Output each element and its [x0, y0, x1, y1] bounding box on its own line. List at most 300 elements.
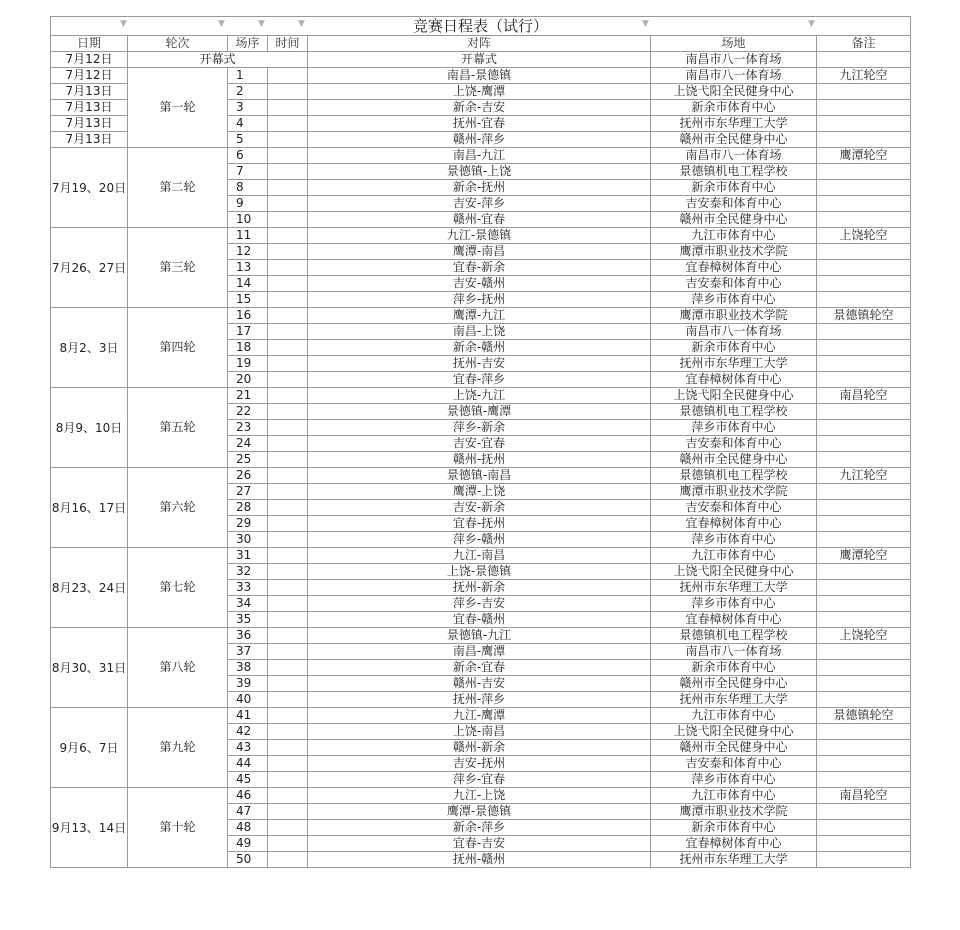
- time-cell[interactable]: [268, 324, 308, 340]
- venue-cell[interactable]: 上饶弋阳全民健身中心: [651, 388, 817, 404]
- match-no-cell[interactable]: 6: [228, 148, 268, 164]
- remark-cell[interactable]: [817, 676, 911, 692]
- match-no-cell[interactable]: 21: [228, 388, 268, 404]
- matchup-cell[interactable]: 宜春-萍乡: [308, 372, 651, 388]
- remark-cell[interactable]: [817, 276, 911, 292]
- opening-remark[interactable]: [817, 52, 911, 68]
- match-no-cell[interactable]: 47: [228, 804, 268, 820]
- match-no-cell[interactable]: 24: [228, 436, 268, 452]
- venue-cell[interactable]: 萍乡市体育中心: [651, 772, 817, 788]
- round-cell[interactable]: 第四轮: [128, 308, 228, 388]
- remark-cell[interactable]: 上饶轮空: [817, 228, 911, 244]
- time-cell[interactable]: [268, 100, 308, 116]
- venue-cell[interactable]: 景德镇机电工程学校: [651, 164, 817, 180]
- venue-cell[interactable]: 南昌市八一体育场: [651, 324, 817, 340]
- matchup-cell[interactable]: 萍乡-赣州: [308, 532, 651, 548]
- venue-cell[interactable]: 鹰潭市职业技术学院: [651, 804, 817, 820]
- match-no-cell[interactable]: 48: [228, 820, 268, 836]
- time-cell[interactable]: [268, 836, 308, 852]
- remark-cell[interactable]: [817, 660, 911, 676]
- time-cell[interactable]: [268, 820, 308, 836]
- match-no-cell[interactable]: 20: [228, 372, 268, 388]
- matchup-cell[interactable]: 赣州-宜春: [308, 212, 651, 228]
- matchup-cell[interactable]: 上饶-鹰潭: [308, 84, 651, 100]
- time-cell[interactable]: [268, 260, 308, 276]
- time-cell[interactable]: [268, 692, 308, 708]
- round-cell[interactable]: 第八轮: [128, 628, 228, 708]
- remark-cell[interactable]: [817, 692, 911, 708]
- round-cell[interactable]: 第九轮: [128, 708, 228, 788]
- match-no-cell[interactable]: 10: [228, 212, 268, 228]
- filter-arrow-icon[interactable]: ▼: [120, 19, 127, 29]
- remark-cell[interactable]: [817, 196, 911, 212]
- time-cell[interactable]: [268, 564, 308, 580]
- time-cell[interactable]: [268, 772, 308, 788]
- date-cell[interactable]: 9月13、14日: [51, 788, 128, 868]
- round-cell[interactable]: 第六轮: [128, 468, 228, 548]
- match-no-cell[interactable]: 22: [228, 404, 268, 420]
- time-cell[interactable]: [268, 644, 308, 660]
- venue-cell[interactable]: 鹰潭市职业技术学院: [651, 308, 817, 324]
- matchup-cell[interactable]: 鹰潭-九江: [308, 308, 651, 324]
- match-no-cell[interactable]: 8: [228, 180, 268, 196]
- venue-cell[interactable]: 萍乡市体育中心: [651, 596, 817, 612]
- time-cell[interactable]: [268, 228, 308, 244]
- header-match-no[interactable]: 场序: [228, 36, 268, 52]
- remark-cell[interactable]: [817, 116, 911, 132]
- time-cell[interactable]: [268, 276, 308, 292]
- table-row: [51, 468, 911, 484]
- matchup-cell[interactable]: 萍乡-抚州: [308, 292, 651, 308]
- remark-cell[interactable]: [817, 132, 911, 148]
- matchup-cell[interactable]: 赣州-吉安: [308, 676, 651, 692]
- round-cell[interactable]: 第五轮: [128, 388, 228, 468]
- venue-cell[interactable]: 景德镇机电工程学校: [651, 404, 817, 420]
- match-no-cell[interactable]: 7: [228, 164, 268, 180]
- match-no-cell[interactable]: 31: [228, 548, 268, 564]
- venue-cell[interactable]: 上饶弋阳全民健身中心: [651, 84, 817, 100]
- opening-date[interactable]: 7月12日: [51, 52, 128, 68]
- date-cell[interactable]: 7月19、20日: [51, 148, 128, 228]
- matchup-cell[interactable]: 吉安-新余: [308, 500, 651, 516]
- remark-cell[interactable]: 鹰潭轮空: [817, 548, 911, 564]
- matchup-cell[interactable]: 抚州-新余: [308, 580, 651, 596]
- date-cell[interactable]: 8月23、24日: [51, 548, 128, 628]
- matchup-cell[interactable]: 鹰潭-南昌: [308, 244, 651, 260]
- date-cell[interactable]: 7月26、27日: [51, 228, 128, 308]
- header-venue[interactable]: 场地: [651, 36, 817, 52]
- match-no-cell[interactable]: 9: [228, 196, 268, 212]
- venue-cell[interactable]: 宜春樟树体育中心: [651, 260, 817, 276]
- time-cell[interactable]: [268, 180, 308, 196]
- remark-cell[interactable]: [817, 292, 911, 308]
- round-cell[interactable]: 第一轮: [128, 68, 228, 148]
- match-no-cell[interactable]: 18: [228, 340, 268, 356]
- venue-cell[interactable]: 抚州市东华理工大学: [651, 580, 817, 596]
- matchup-cell[interactable]: 南昌-上饶: [308, 324, 651, 340]
- match-no-cell[interactable]: 19: [228, 356, 268, 372]
- match-no-cell[interactable]: 49: [228, 836, 268, 852]
- remark-cell[interactable]: [817, 484, 911, 500]
- matchup-cell[interactable]: 新余-抚州: [308, 180, 651, 196]
- match-no-cell[interactable]: 50: [228, 852, 268, 868]
- time-cell[interactable]: [268, 388, 308, 404]
- time-cell[interactable]: [268, 660, 308, 676]
- remark-cell[interactable]: [817, 836, 911, 852]
- match-no-cell[interactable]: 42: [228, 724, 268, 740]
- venue-cell[interactable]: 鹰潭市职业技术学院: [651, 244, 817, 260]
- table-row: [51, 68, 911, 84]
- remark-cell[interactable]: [817, 244, 911, 260]
- venue-cell[interactable]: 抚州市东华理工大学: [651, 692, 817, 708]
- venue-cell[interactable]: 南昌市八一体育场: [651, 644, 817, 660]
- opening-matchup[interactable]: 开幕式: [308, 52, 651, 68]
- match-no-cell[interactable]: 36: [228, 628, 268, 644]
- venue-cell[interactable]: 赣州市全民健身中心: [651, 212, 817, 228]
- time-cell[interactable]: [268, 420, 308, 436]
- time-cell[interactable]: [268, 500, 308, 516]
- match-no-cell[interactable]: 44: [228, 756, 268, 772]
- venue-cell[interactable]: 吉安泰和体育中心: [651, 196, 817, 212]
- time-cell[interactable]: [268, 740, 308, 756]
- venue-cell[interactable]: 上饶弋阳全民健身中心: [651, 564, 817, 580]
- matchup-cell[interactable]: 九江-南昌: [308, 548, 651, 564]
- remark-cell[interactable]: 景德镇轮空: [817, 708, 911, 724]
- schedule-title: 竞赛日程表（试行）: [51, 17, 911, 36]
- filter-arrow-icon[interactable]: ▼: [298, 19, 305, 29]
- venue-cell[interactable]: 上饶弋阳全民健身中心: [651, 724, 817, 740]
- match-no-cell[interactable]: 32: [228, 564, 268, 580]
- match-no-cell[interactable]: 1: [228, 68, 268, 84]
- match-no-cell[interactable]: 27: [228, 484, 268, 500]
- remark-cell[interactable]: 景德镇轮空: [817, 308, 911, 324]
- matchup-cell[interactable]: 上饶-南昌: [308, 724, 651, 740]
- time-cell[interactable]: [268, 756, 308, 772]
- remark-cell[interactable]: [817, 324, 911, 340]
- remark-cell[interactable]: [817, 452, 911, 468]
- time-cell[interactable]: [268, 132, 308, 148]
- venue-cell[interactable]: 景德镇机电工程学校: [651, 628, 817, 644]
- time-cell[interactable]: [268, 628, 308, 644]
- venue-cell[interactable]: 新余市体育中心: [651, 660, 817, 676]
- matchup-cell[interactable]: 新余-赣州: [308, 340, 651, 356]
- venue-cell[interactable]: 抚州市东华理工大学: [651, 356, 817, 372]
- match-no-cell[interactable]: 5: [228, 132, 268, 148]
- matchup-cell[interactable]: 抚州-萍乡: [308, 692, 651, 708]
- matchup-cell[interactable]: 九江-景德镇: [308, 228, 651, 244]
- venue-cell[interactable]: 景德镇机电工程学校: [651, 468, 817, 484]
- time-cell[interactable]: [268, 596, 308, 612]
- match-no-cell[interactable]: 4: [228, 116, 268, 132]
- remark-cell[interactable]: [817, 580, 911, 596]
- opening-venue[interactable]: 南昌市八一体育场: [651, 52, 817, 68]
- time-cell[interactable]: [268, 244, 308, 260]
- time-cell[interactable]: [268, 116, 308, 132]
- matchup-cell[interactable]: 宜春-抚州: [308, 516, 651, 532]
- remark-cell[interactable]: 上饶轮空: [817, 628, 911, 644]
- remark-cell[interactable]: [817, 852, 911, 868]
- filter-arrow-icon[interactable]: ▼: [218, 19, 225, 29]
- date-cell[interactable]: 7月13日: [51, 84, 128, 100]
- venue-cell[interactable]: 宜春樟树体育中心: [651, 612, 817, 628]
- venue-cell[interactable]: 抚州市东华理工大学: [651, 852, 817, 868]
- table-row: [51, 788, 911, 804]
- time-cell[interactable]: [268, 340, 308, 356]
- remark-cell[interactable]: 九江轮空: [817, 68, 911, 84]
- remark-cell[interactable]: [817, 372, 911, 388]
- venue-cell[interactable]: 新余市体育中心: [651, 100, 817, 116]
- filter-arrow-icon[interactable]: ▼: [258, 19, 265, 29]
- matchup-cell[interactable]: 宜春-吉安: [308, 836, 651, 852]
- remark-cell[interactable]: [817, 516, 911, 532]
- date-cell[interactable]: 7月13日: [51, 132, 128, 148]
- match-no-cell[interactable]: 40: [228, 692, 268, 708]
- header-round[interactable]: 轮次: [128, 36, 228, 52]
- filter-arrow-icon[interactable]: ▼: [642, 19, 649, 29]
- time-cell[interactable]: [268, 516, 308, 532]
- matchup-cell[interactable]: 新余-宜春: [308, 660, 651, 676]
- venue-cell[interactable]: 赣州市全民健身中心: [651, 132, 817, 148]
- venue-cell[interactable]: 宜春樟树体育中心: [651, 836, 817, 852]
- match-no-cell[interactable]: 28: [228, 500, 268, 516]
- venue-cell[interactable]: 宜春樟树体育中心: [651, 516, 817, 532]
- matchup-cell[interactable]: 南昌-鹰潭: [308, 644, 651, 660]
- remark-cell[interactable]: [817, 180, 911, 196]
- round-cell[interactable]: 第十轮: [128, 788, 228, 868]
- time-cell[interactable]: [268, 580, 308, 596]
- opening-label[interactable]: 开幕式: [128, 52, 308, 68]
- matchup-cell[interactable]: 景德镇-上饶: [308, 164, 651, 180]
- remark-cell[interactable]: [817, 420, 911, 436]
- match-no-cell[interactable]: 11: [228, 228, 268, 244]
- match-no-cell[interactable]: 39: [228, 676, 268, 692]
- time-cell[interactable]: [268, 788, 308, 804]
- time-cell[interactable]: [268, 212, 308, 228]
- header-matchup[interactable]: 对阵: [308, 36, 651, 52]
- match-no-cell[interactable]: 16: [228, 308, 268, 324]
- matchup-cell[interactable]: 萍乡-宜春: [308, 772, 651, 788]
- matchup-cell[interactable]: 吉安-赣州: [308, 276, 651, 292]
- venue-cell[interactable]: 南昌市八一体育场: [651, 148, 817, 164]
- matchup-cell[interactable]: 景德镇-南昌: [308, 468, 651, 484]
- opening-row: [51, 52, 911, 68]
- match-no-cell[interactable]: 45: [228, 772, 268, 788]
- matchup-cell[interactable]: 上饶-九江: [308, 388, 651, 404]
- matchup-cell[interactable]: 九江-鹰潭: [308, 708, 651, 724]
- match-no-cell[interactable]: 41: [228, 708, 268, 724]
- time-cell[interactable]: [268, 676, 308, 692]
- remark-cell[interactable]: [817, 436, 911, 452]
- matchup-cell[interactable]: 南昌-九江: [308, 148, 651, 164]
- venue-cell[interactable]: 鹰潭市职业技术学院: [651, 484, 817, 500]
- matchup-cell[interactable]: 吉安-抚州: [308, 756, 651, 772]
- venue-cell[interactable]: 萍乡市体育中心: [651, 292, 817, 308]
- time-cell[interactable]: [268, 612, 308, 628]
- round-cell[interactable]: 第二轮: [128, 148, 228, 228]
- filter-arrow-icon[interactable]: ▼: [808, 19, 815, 29]
- time-cell[interactable]: [268, 308, 308, 324]
- matchup-cell[interactable]: 鹰潭-上饶: [308, 484, 651, 500]
- match-no-cell[interactable]: 33: [228, 580, 268, 596]
- time-cell[interactable]: [268, 548, 308, 564]
- match-no-cell[interactable]: 23: [228, 420, 268, 436]
- time-cell[interactable]: [268, 356, 308, 372]
- venue-cell[interactable]: 吉安泰和体育中心: [651, 756, 817, 772]
- match-no-cell[interactable]: 2: [228, 84, 268, 100]
- remark-cell[interactable]: [817, 612, 911, 628]
- match-no-cell[interactable]: 34: [228, 596, 268, 612]
- matchup-cell[interactable]: 宜春-新余: [308, 260, 651, 276]
- date-cell[interactable]: 7月12日: [51, 68, 128, 84]
- remark-cell[interactable]: [817, 820, 911, 836]
- remark-cell[interactable]: [817, 644, 911, 660]
- remark-cell[interactable]: [817, 164, 911, 180]
- remark-cell[interactable]: [817, 772, 911, 788]
- time-cell[interactable]: [268, 452, 308, 468]
- time-cell[interactable]: [268, 196, 308, 212]
- venue-cell[interactable]: 赣州市全民健身中心: [651, 452, 817, 468]
- time-cell[interactable]: [268, 164, 308, 180]
- time-cell[interactable]: [268, 372, 308, 388]
- remark-cell[interactable]: [817, 260, 911, 276]
- venue-cell[interactable]: 宜春樟树体育中心: [651, 372, 817, 388]
- match-no-cell[interactable]: 38: [228, 660, 268, 676]
- match-no-cell[interactable]: 15: [228, 292, 268, 308]
- date-cell[interactable]: 8月30、31日: [51, 628, 128, 708]
- venue-cell[interactable]: 萍乡市体育中心: [651, 420, 817, 436]
- schedule-sheet: [50, 16, 910, 868]
- venue-cell[interactable]: 吉安泰和体育中心: [651, 436, 817, 452]
- remark-cell[interactable]: [817, 500, 911, 516]
- matchup-cell[interactable]: 赣州-萍乡: [308, 132, 651, 148]
- time-cell[interactable]: [268, 852, 308, 868]
- remark-cell[interactable]: [817, 356, 911, 372]
- remark-cell[interactable]: [817, 84, 911, 100]
- remark-cell[interactable]: [817, 564, 911, 580]
- date-cell[interactable]: 8月2、3日: [51, 308, 128, 388]
- time-cell[interactable]: [268, 84, 308, 100]
- remark-cell[interactable]: [817, 100, 911, 116]
- matchup-cell[interactable]: 萍乡-吉安: [308, 596, 651, 612]
- round-cell[interactable]: 第三轮: [128, 228, 228, 308]
- matchup-cell[interactable]: 抚州-吉安: [308, 356, 651, 372]
- remark-cell[interactable]: [817, 212, 911, 228]
- match-no-cell[interactable]: 17: [228, 324, 268, 340]
- venue-cell[interactable]: 赣州市全民健身中心: [651, 676, 817, 692]
- match-no-cell[interactable]: 43: [228, 740, 268, 756]
- matchup-cell[interactable]: 吉安-宜春: [308, 436, 651, 452]
- match-no-cell[interactable]: 29: [228, 516, 268, 532]
- remark-cell[interactable]: 南昌轮空: [817, 388, 911, 404]
- matchup-cell[interactable]: 新余-萍乡: [308, 820, 651, 836]
- venue-cell[interactable]: 九江市体育中心: [651, 548, 817, 564]
- venue-cell[interactable]: 九江市体育中心: [651, 788, 817, 804]
- venue-cell[interactable]: 赣州市全民健身中心: [651, 740, 817, 756]
- match-no-cell[interactable]: 46: [228, 788, 268, 804]
- remark-cell[interactable]: 鹰潭轮空: [817, 148, 911, 164]
- remark-cell[interactable]: [817, 340, 911, 356]
- remark-cell[interactable]: [817, 756, 911, 772]
- date-cell[interactable]: 7月13日: [51, 116, 128, 132]
- time-cell[interactable]: [268, 468, 308, 484]
- match-no-cell[interactable]: 12: [228, 244, 268, 260]
- time-cell[interactable]: [268, 148, 308, 164]
- matchup-cell[interactable]: 新余-吉安: [308, 100, 651, 116]
- time-cell[interactable]: [268, 292, 308, 308]
- date-cell[interactable]: 7月13日: [51, 100, 128, 116]
- date-cell[interactable]: 8月16、17日: [51, 468, 128, 548]
- match-no-cell[interactable]: 25: [228, 452, 268, 468]
- time-cell[interactable]: [268, 68, 308, 84]
- time-cell[interactable]: [268, 532, 308, 548]
- venue-cell[interactable]: 新余市体育中心: [651, 180, 817, 196]
- matchup-cell[interactable]: 鹰潭-景德镇: [308, 804, 651, 820]
- time-cell[interactable]: [268, 404, 308, 420]
- matchup-cell[interactable]: 抚州-宜春: [308, 116, 651, 132]
- header-row: [51, 36, 911, 52]
- match-no-cell[interactable]: 3: [228, 100, 268, 116]
- matchup-cell[interactable]: 萍乡-新余: [308, 420, 651, 436]
- remark-cell[interactable]: [817, 532, 911, 548]
- header-remark[interactable]: 备注: [817, 36, 911, 52]
- header-time[interactable]: 时间: [268, 36, 308, 52]
- match-no-cell[interactable]: 13: [228, 260, 268, 276]
- table-row: [51, 548, 911, 564]
- remark-cell[interactable]: 南昌轮空: [817, 788, 911, 804]
- matchup-cell[interactable]: 宜春-赣州: [308, 612, 651, 628]
- match-no-cell[interactable]: 26: [228, 468, 268, 484]
- matchup-cell[interactable]: 赣州-抚州: [308, 452, 651, 468]
- venue-cell[interactable]: 吉安泰和体育中心: [651, 500, 817, 516]
- match-no-cell[interactable]: 30: [228, 532, 268, 548]
- matchup-cell[interactable]: 景德镇-九江: [308, 628, 651, 644]
- matchup-cell[interactable]: 南昌-景德镇: [308, 68, 651, 84]
- match-no-cell[interactable]: 35: [228, 612, 268, 628]
- remark-cell[interactable]: [817, 740, 911, 756]
- match-no-cell[interactable]: 14: [228, 276, 268, 292]
- remark-cell[interactable]: 九江轮空: [817, 468, 911, 484]
- remark-cell[interactable]: [817, 404, 911, 420]
- matchup-cell[interactable]: 九江-上饶: [308, 788, 651, 804]
- matchup-cell[interactable]: 吉安-萍乡: [308, 196, 651, 212]
- time-cell[interactable]: [268, 436, 308, 452]
- matchup-cell[interactable]: 上饶-景德镇: [308, 564, 651, 580]
- venue-cell[interactable]: 九江市体育中心: [651, 228, 817, 244]
- time-cell[interactable]: [268, 724, 308, 740]
- match-no-cell[interactable]: 37: [228, 644, 268, 660]
- venue-cell[interactable]: 吉安泰和体育中心: [651, 276, 817, 292]
- date-cell[interactable]: 9月6、7日: [51, 708, 128, 788]
- round-cell[interactable]: 第七轮: [128, 548, 228, 628]
- header-date[interactable]: 日期: [51, 36, 128, 52]
- matchup-cell[interactable]: 景德镇-鹰潭: [308, 404, 651, 420]
- venue-cell[interactable]: 抚州市东华理工大学: [651, 116, 817, 132]
- remark-cell[interactable]: [817, 596, 911, 612]
- venue-cell[interactable]: 新余市体育中心: [651, 340, 817, 356]
- time-cell[interactable]: [268, 708, 308, 724]
- venue-cell[interactable]: 萍乡市体育中心: [651, 532, 817, 548]
- venue-cell[interactable]: 九江市体育中心: [651, 708, 817, 724]
- remark-cell[interactable]: [817, 804, 911, 820]
- matchup-cell[interactable]: 抚州-赣州: [308, 852, 651, 868]
- remark-cell[interactable]: [817, 724, 911, 740]
- time-cell[interactable]: [268, 484, 308, 500]
- matchup-cell[interactable]: 赣州-新余: [308, 740, 651, 756]
- time-cell[interactable]: [268, 804, 308, 820]
- venue-cell[interactable]: 南昌市八一体育场: [651, 68, 817, 84]
- venue-cell[interactable]: 新余市体育中心: [651, 820, 817, 836]
- date-cell[interactable]: 8月9、10日: [51, 388, 128, 468]
